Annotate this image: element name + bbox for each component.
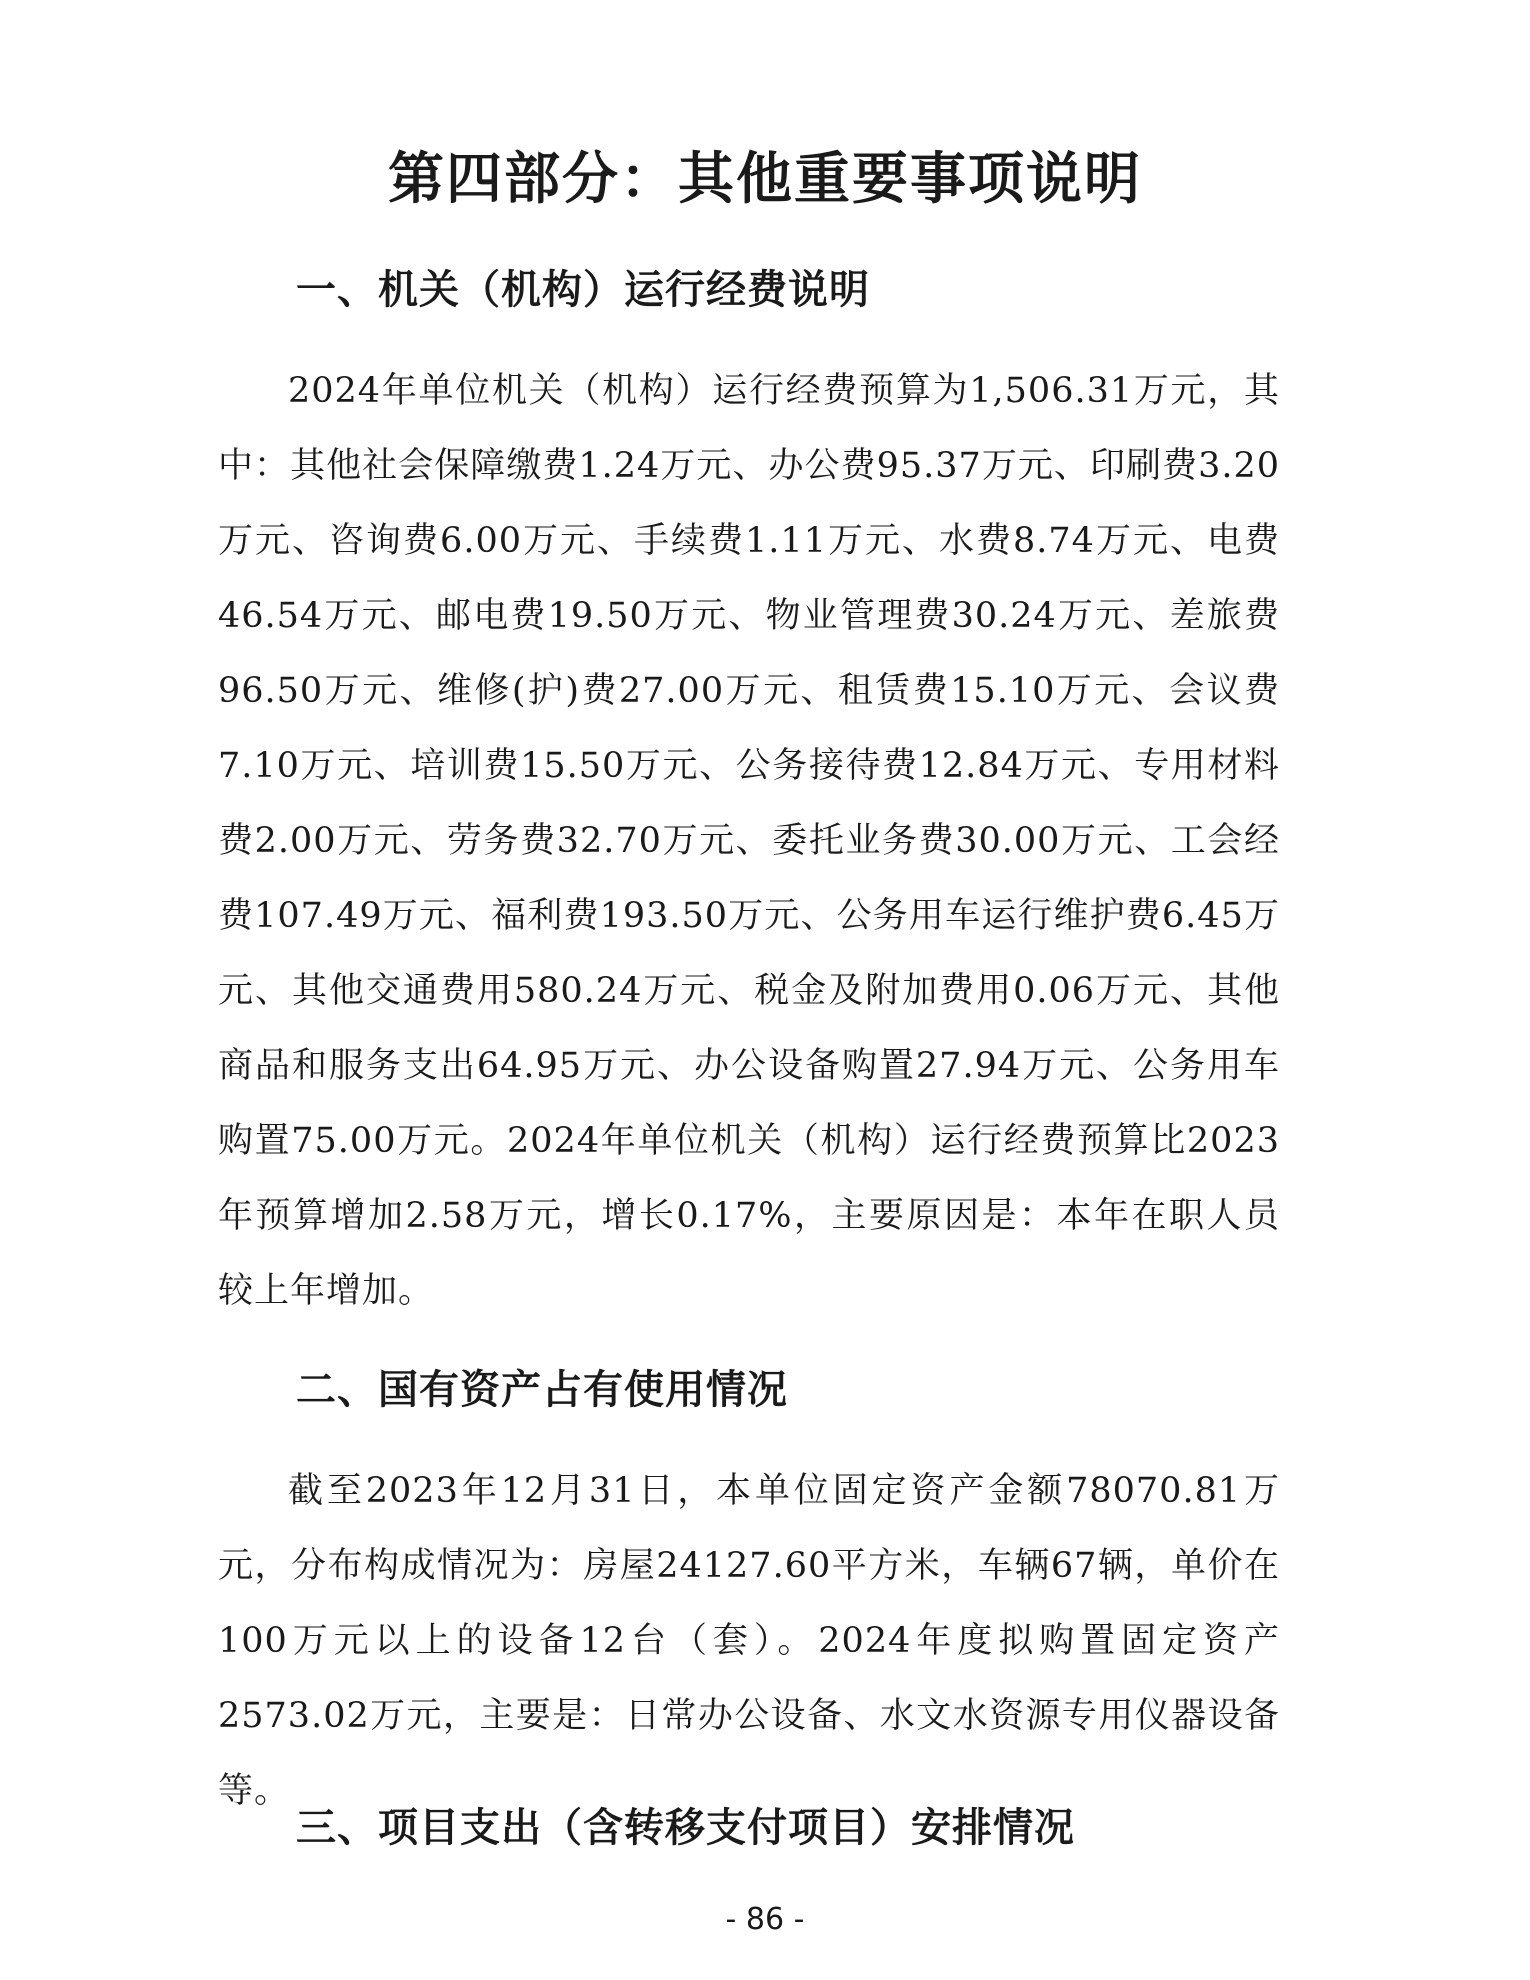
section-heading-operating-expenses: 一、机关（机构）运行经费说明 xyxy=(296,267,870,313)
page-number: - 86 - xyxy=(725,1902,805,1937)
paragraph-state-assets: 截至2023年12月31日，本单位固定资产金额78070.81万元，分布构成情况为：房屋24127.60平方米，车辆67辆，单价在100万元以上的设备12台（套）。2024年度拟购置固定资产2573.02万元，主要是：日常办公设备、水文水资源专用仪器设备等。 xyxy=(218,1471,1280,1811)
section-heading-project-expenditure: 三、项目支出（含转移支付项目）安排情况 xyxy=(296,1805,1075,1851)
paragraph-operating-expenses: 2024年单位机关（机构）运行经费预算为1,506.31万元，其中：其他社会保障缴费1.24万元、办公费95.37万元、印刷费3.20万元、咨询费6.00万元、手续费1.11万元、水费8.74万元、电费46.54万元、邮电费19.50万元、物业管理费30.24万元、差旅费96.50万元、维修(护)费27.00万元、租赁费15.10万元、会议费7.10万元、培训费15.50万元、公务接待费12.84万元、专用材料费2.00万元、劳务费32.70万元、委托业务费30.00万元、工会经费107.49万元、福利费193.50万元、公务用车运行维护费6.45万元、其他交通费用580.24万元、税金及附加费用0.06万元、其他商品和服务支出64.95万元、办公设备购置27.94万元、公务用车购置75.00万元。2024年单位机关（机构）运行经费预算比2023年预算增加2.58万元，增长0.17%，主要原因是：本年在职人员较上年增加。 xyxy=(218,371,1280,1311)
section-heading-state-assets: 二、国有资产占有使用情况 xyxy=(296,1367,788,1413)
page-title: 第四部分：其他重要事项说明 xyxy=(388,147,1142,212)
